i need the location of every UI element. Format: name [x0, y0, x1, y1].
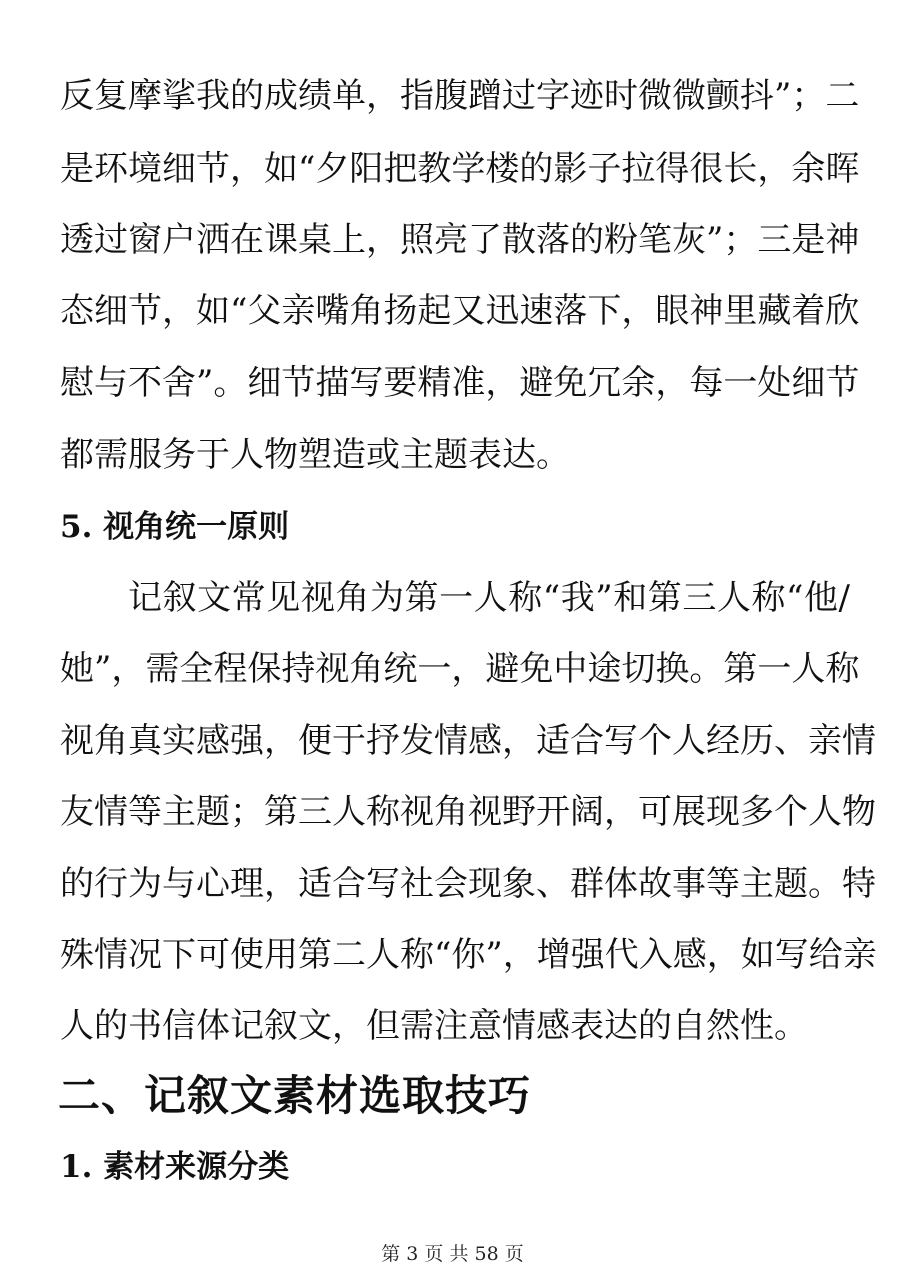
paragraph-line: 视角真实感强，便于抒发情感，适合写个人经历、亲情	[60, 721, 876, 761]
paragraph-line: 是环境细节，如“夕阳把教学楼的影子拉得很长，余晖	[60, 149, 860, 189]
paragraph-line: 人的书信体记叙文，但需注意情感表达的自然性。	[60, 1006, 808, 1046]
paragraph-line: 透过窗户洒在课桌上，照亮了散落的粉笔灰”；三是神	[60, 220, 860, 260]
section-heading	[60, 1142, 289, 1192]
paragraph-line: 殊情况下可使用第二人称“你”，增强代入感，如写给亲	[60, 935, 877, 975]
paragraph-line: 慰与不舍”。细节描写要精准，避免冗余，每一处细节	[60, 363, 860, 403]
section-heading	[60, 502, 289, 552]
page-footer: 第 3 页 共 58 页	[381, 1243, 524, 1265]
section-title: 视角统一原则	[103, 509, 290, 545]
chapter-heading: 二、记叙文素材选取技巧	[58, 1071, 532, 1120]
paragraph-line: 态细节，如“父亲嘴角扬起又迅速落下，眼神里藏着欣	[60, 291, 860, 331]
paragraph-line: 友情等主题；第三人称视角视野开阔，可展现多个人物	[60, 792, 876, 832]
paragraph-line: 都需服务于人物塑造或主题表达。	[60, 435, 570, 475]
paragraph-line: 反复摩挲我的成绩单，指腹蹭过字迹时微微颤抖”；二	[60, 76, 860, 116]
paragraph-line: 记叙文常见视角为第一人称“我”和第三人称“他/	[128, 578, 850, 618]
section-number: 1.	[60, 1149, 93, 1185]
section-number: 5.	[60, 509, 93, 545]
paragraph-line: 她”，需全程保持视角统一，避免中途切换。第一人称	[60, 649, 860, 689]
section-title: 素材来源分类	[103, 1149, 290, 1185]
paragraph-line: 的行为与心理，适合写社会现象、群体故事等主题。特	[60, 864, 876, 904]
